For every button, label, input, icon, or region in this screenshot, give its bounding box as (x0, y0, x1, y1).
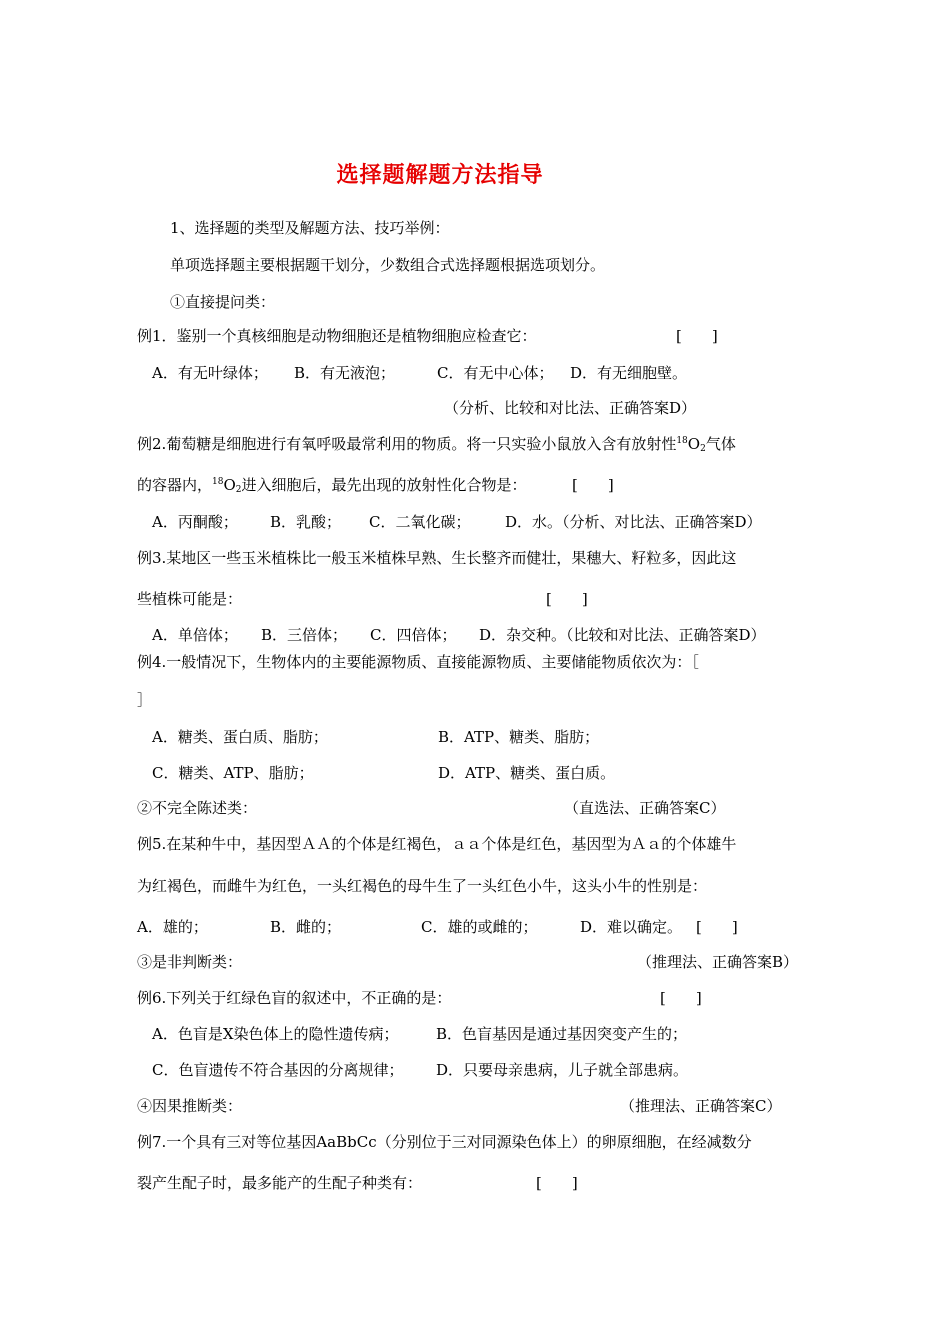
q5-option-d: D．难以确定。 (580, 918, 683, 936)
q2-oxygen-symbol: O (687, 435, 701, 453)
q5-stem-line2: 为红褐色，而雌牛为红色，一头红褐色的母牛生了一头红色小牛，这头小牛的性别是： (137, 877, 708, 895)
q3-option-c: C．四倍体； (370, 626, 457, 644)
q6-answer-bracket: [ ] (660, 989, 702, 1007)
intro-note: 单项选择题主要根据题干划分，少数组合式选择题根据选项划分。 (170, 256, 606, 274)
q2-stem-end: 气体 (705, 435, 736, 453)
q6-option-d: D．只要母亲患病，儿子就全部患病。 (436, 1061, 689, 1079)
q2-isotope-superscript: 18 (676, 436, 688, 446)
section-heading-incomplete: ②不完全陈述类： (137, 799, 258, 817)
q2-oxygen-subscript: 2 (700, 444, 706, 454)
q4-option-c: C．糖类、ATP、脂肪； (152, 764, 314, 782)
q5-stem: 例5.在某种牛中，基因型ＡＡ的个体是红褐色，ａａ个体是红色，基因型为Ａａ的个体雄牛 (137, 835, 737, 853)
q2-stem (137, 434, 736, 454)
q3-stem-line2: 些植株可能是： (137, 590, 243, 608)
q1-option-d: D．有无细胞壁。 (570, 364, 688, 382)
q6-option-b: B．色盲基因是通过基因突变产生的； (436, 1025, 688, 1043)
section4-answer-note: （推理法、正确答案C） (620, 1097, 782, 1115)
q2-line2-end: 进入细胞后，最先出现的放射性化合物是： (241, 476, 527, 494)
q3-option-d: D．杂交种。（比较和对比法、正确答案D） (479, 626, 766, 644)
q2-answer-bracket: [ ] (572, 476, 614, 494)
q7-stem: 例7.一个具有三对等位基因AaBbCc（分别位于三对同源染色体上）的卵原细胞，在经减数分 (137, 1133, 752, 1151)
q1-option-b: B．有无液泡； (294, 364, 396, 382)
q2-line2-subscript: 2 (235, 485, 242, 495)
q6-option-a: A．色盲是X染色体上的隐性遗传病； (152, 1025, 399, 1043)
q3-stem: 例3.某地区一些玉米植株比一般玉米植株早熟、生长整齐而健壮，果穗大、籽粒多，因此这 (137, 549, 737, 567)
q2-stem-text: 例2.葡萄糖是细胞进行有氧呼吸最常利用的物质。将一只实验小鼠放入含有放射性 (137, 435, 677, 453)
q1-option-a: A．有无叶绿体； (152, 364, 268, 382)
section-heading-judgement: ③是非判断类： (137, 953, 243, 971)
q4-stem: 例4.一般情况下，生物体内的主要能源物质、直接能源物质、主要储能物质依次为：［ (137, 653, 699, 671)
q2-option-d: D．水。（分析、对比法、正确答案D） (505, 513, 762, 531)
q7-answer-bracket: [ ] (536, 1174, 578, 1192)
q2-option-c: C．二氧化碳； (369, 513, 471, 531)
q2-option-a: A．丙酮酸； (152, 513, 238, 531)
q5-answer-bracket: [ ] (696, 918, 738, 936)
q4-close-bracket: ］ (137, 691, 153, 709)
q5-option-a: A．雄的； (137, 918, 208, 936)
q7-stem-line2: 裂产生配子时，最多能产的生配子种类有： (137, 1174, 423, 1192)
q1-option-c: C．有无中心体； (437, 364, 554, 382)
page-title: 选择题解题方法指导 (336, 163, 544, 188)
q2-line2-oxygen: O (223, 476, 236, 494)
q6-stem: 例6.下列关于红绿色盲的叙述中，不正确的是： (137, 989, 452, 1007)
q2-option-b: B．乳酸； (270, 513, 342, 531)
q2-stem-line2 (137, 475, 527, 495)
q4-option-a: A．糖类、蛋白质、脂肪； (152, 728, 328, 746)
q3-option-b: B．三倍体； (261, 626, 348, 644)
q1-answer-bracket: [ ] (676, 327, 718, 345)
q2-line2-start: 的容器内， (137, 476, 213, 494)
q2-line2-superscript: 18 (212, 477, 224, 487)
intro-heading: 1、选择题的类型及解题方法、技巧举例： (170, 219, 450, 237)
q3-option-a: A．单倍体； (152, 626, 238, 644)
q1-stem: 例1．鉴别一个真核细胞是动物细胞还是植物细胞应检查它： (137, 327, 537, 345)
section-heading-direct: ①直接提问类： (170, 293, 276, 311)
q1-answer-note: （分析、比较和对比法、正确答案D） (444, 399, 697, 417)
q3-answer-bracket: [ ] (546, 590, 588, 608)
section2-answer-note: （直选法、正确答案C） (564, 799, 726, 817)
q6-option-c: C．色盲遗传不符合基因的分离规律； (152, 1061, 404, 1079)
section-heading-causal: ④因果推断类： (137, 1097, 243, 1115)
q4-option-b: B．ATP、糖类、脂肪； (438, 728, 600, 746)
q4-option-d: D．ATP、糖类、蛋白质。 (438, 764, 616, 782)
q5-option-c: C．雄的或雌的； (421, 918, 538, 936)
q5-option-b: B．雌的； (270, 918, 342, 936)
section3-answer-note: （推理法、正确答案B） (637, 953, 799, 971)
